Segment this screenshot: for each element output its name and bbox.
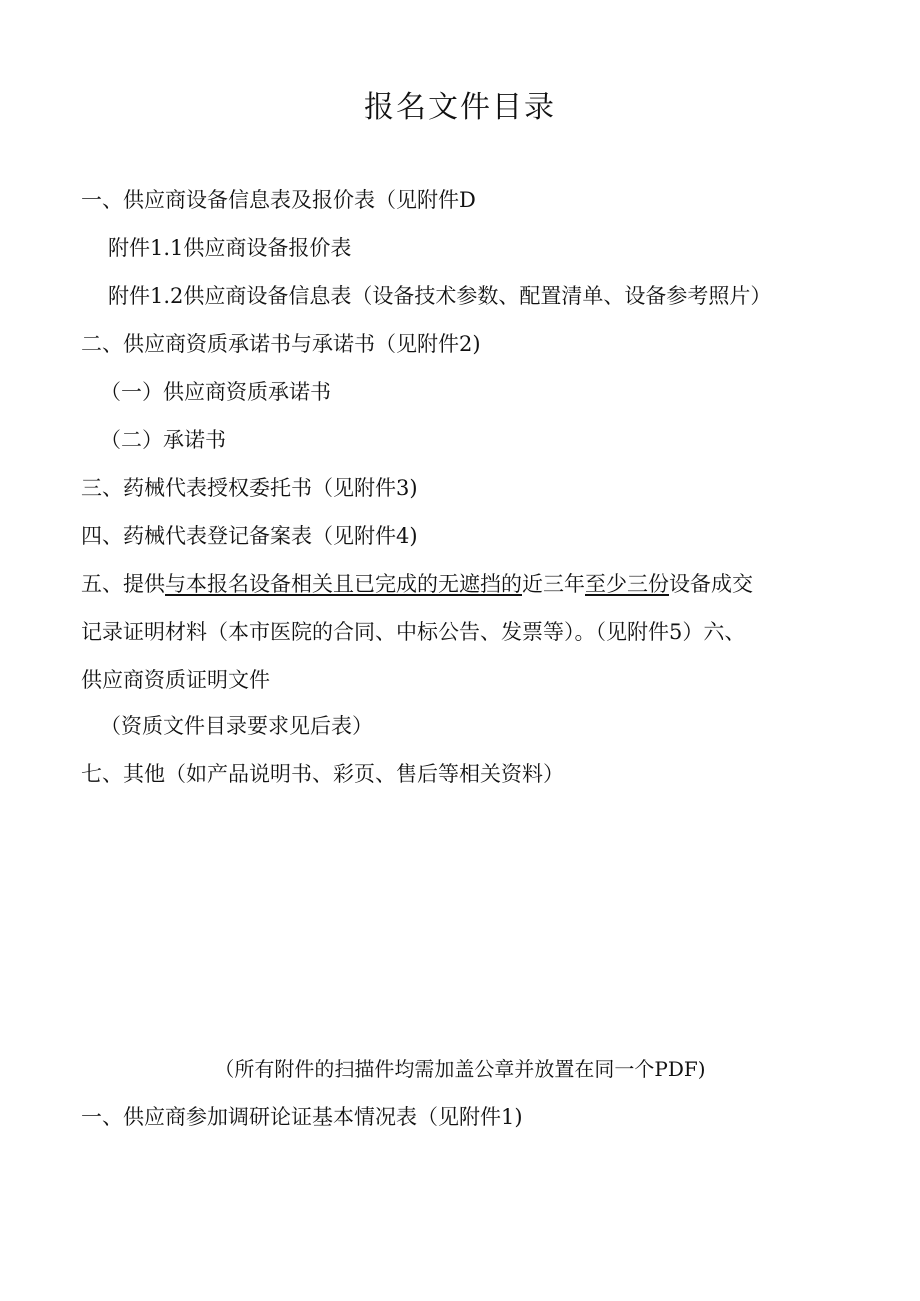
list-item: 七、其他（如产品说明书、彩页、售后等相关资料）	[81, 762, 564, 786]
footer-list-item: 一、供应商参加调研论证基本情况表（见附件1)	[81, 1105, 523, 1129]
list-item-continuation: 记录证明材料（本市医院的合同、中标公告、发票等）。（见附件5）六、	[81, 620, 746, 644]
item5-suffix: 设备成交	[669, 572, 753, 596]
item5-prefix: 五、提供	[81, 572, 165, 596]
list-item-continuation: 供应商资质证明文件	[81, 668, 270, 692]
list-item: 四、药械代表登记备案表（见附件4)	[81, 524, 418, 548]
page-title: 报名文件目录	[364, 90, 556, 125]
item5-mid: 近三年	[522, 572, 585, 596]
list-item: 一、供应商设备信息表及报价表（见附件D	[81, 188, 476, 212]
list-item: 三、药械代表授权委托书（见附件3)	[81, 476, 418, 500]
list-subitem: （资质文件目录要求见后表）	[100, 714, 373, 738]
list-subitem: （二）承诺书	[100, 428, 226, 452]
item5-underlined-text-2: 至少三份	[585, 572, 669, 596]
item5-underlined-text: 与本报名设备相关且已完成的无遮挡的	[165, 572, 522, 596]
list-subitem: 附件1.1供应商设备报价表	[108, 236, 352, 260]
list-item: 二、供应商资质承诺书与承诺书（见附件2)	[81, 332, 481, 356]
list-subitem: 附件1.2供应商设备信息表（设备技术参数、配置清单、设备参考照片）	[108, 284, 772, 308]
footer-note: （所有附件的扫描件均需加盖公章并放置在同一个PDF)	[214, 1057, 706, 1081]
list-item	[81, 569, 753, 599]
list-subitem: （一）供应商资质承诺书	[100, 380, 331, 404]
